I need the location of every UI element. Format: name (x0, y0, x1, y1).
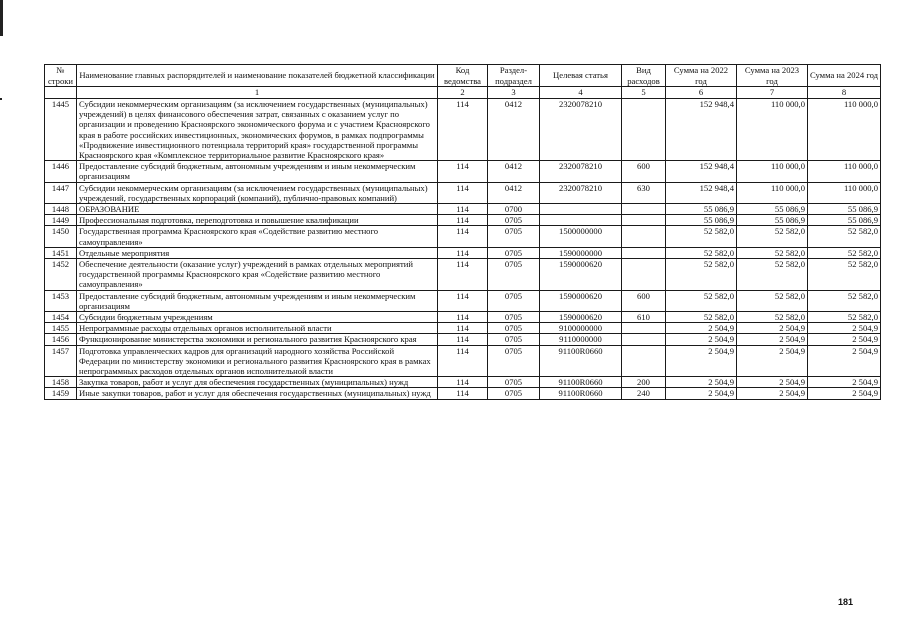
table-cell (622, 204, 666, 215)
table-cell: 2320078210 (540, 182, 622, 203)
table-cell: 1457 (45, 345, 77, 377)
table-cell: 55 086,9 (737, 204, 808, 215)
table-cell: 2 504,9 (808, 334, 881, 345)
table-cell: 0705 (488, 334, 540, 345)
table-cell: 52 582,0 (666, 259, 737, 291)
table-cell: 52 582,0 (666, 290, 737, 311)
table-cell: 114 (438, 323, 488, 334)
table-cell: Субсидии некоммерческим организациям (за исключением государственных (муниципальных) учреждений) в целях финансового обеспечения затрат, связанных с оказанием услуг по организации и проведению Красноярского экономического форума и с участием Красноярского края в работе российских инвестиционных, экономических форумов, в рамках подпрограммы «Продвижение инвестиционного потенциала территорий края» государственной программы Красноярского края «Комплексное территориальное развитие Красноярского края» (77, 99, 438, 161)
table-row (45, 377, 881, 388)
table-cell: 2 504,9 (666, 345, 737, 377)
column-header: Наименование главных распорядителей и наименование показателей бюджетной классификации (77, 65, 438, 87)
column-header: Раздел-подраздел (488, 65, 540, 87)
table-cell: 152 948,4 (666, 99, 737, 161)
table-cell: 240 (622, 388, 666, 399)
table-cell: Отдельные мероприятия (77, 247, 438, 258)
table-cell: 1451 (45, 247, 77, 258)
table-cell: 91100R0660 (540, 345, 622, 377)
table-row (45, 204, 881, 215)
table-cell: 2 504,9 (737, 388, 808, 399)
table-cell: 55 086,9 (666, 204, 737, 215)
table-cell: 1459 (45, 388, 77, 399)
table-cell: 1446 (45, 161, 77, 182)
table-cell: 0705 (488, 345, 540, 377)
table-cell: 1453 (45, 290, 77, 311)
table-cell (540, 215, 622, 226)
table-cell: 0705 (488, 312, 540, 323)
table-cell: 2 504,9 (808, 377, 881, 388)
table-cell: 0705 (488, 323, 540, 334)
table-cell: 52 582,0 (808, 312, 881, 323)
table-cell: 52 582,0 (666, 247, 737, 258)
table-cell: 52 582,0 (808, 247, 881, 258)
table-cell (622, 247, 666, 258)
table-cell: 52 582,0 (737, 312, 808, 323)
column-number: 4 (540, 87, 622, 99)
table-cell: 114 (438, 204, 488, 215)
table-cell: 114 (438, 290, 488, 311)
column-header: Сумма на 2022 год (666, 65, 737, 87)
table-cell: Предоставление субсидий бюджетным, автономным учреждениям и иным некоммерческим организациям (77, 290, 438, 311)
column-number: 3 (488, 87, 540, 99)
budget-table (44, 64, 881, 400)
column-header: Сумма на 2023 год (737, 65, 808, 87)
table-cell: 200 (622, 377, 666, 388)
table-cell: 2 504,9 (666, 377, 737, 388)
column-number: 8 (808, 87, 881, 99)
table-cell (622, 215, 666, 226)
table-cell: 110 000,0 (808, 161, 881, 182)
column-header: Целевая статья (540, 65, 622, 87)
column-numbers-row (45, 87, 881, 99)
table-cell: 52 582,0 (737, 259, 808, 291)
table-row (45, 215, 881, 226)
table-cell: 630 (622, 182, 666, 203)
table-cell (622, 99, 666, 161)
table-cell: 52 582,0 (737, 290, 808, 311)
table-row (45, 99, 881, 161)
table-cell: 1590000620 (540, 259, 622, 291)
table-cell: 91100R0660 (540, 388, 622, 399)
table-cell: 1447 (45, 182, 77, 203)
table-cell: Предоставление субсидий бюджетным, автономным учреждениям и иным некоммерческим организациям (77, 161, 438, 182)
header-row (45, 65, 881, 87)
table-cell: 114 (438, 215, 488, 226)
table-cell: Подготовка управленческих кадров для организаций народного хозяйства Российской Федерации по министерству экономики и регионального развития Красноярского края в рамках непрограммных расходов отдельных органов исполнительной власти (77, 345, 438, 377)
table-cell: 2 504,9 (737, 323, 808, 334)
table-cell (622, 334, 666, 345)
table-cell: 1445 (45, 99, 77, 161)
table-cell: 2 504,9 (737, 345, 808, 377)
table-cell: 114 (438, 226, 488, 247)
table-cell: 0700 (488, 204, 540, 215)
table-cell: 114 (438, 247, 488, 258)
table-cell: 55 086,9 (737, 215, 808, 226)
table-cell: Профессиональная подготовка, переподготовка и повышение квалификации (77, 215, 438, 226)
table-cell: 114 (438, 161, 488, 182)
table-cell: 152 948,4 (666, 182, 737, 203)
table-cell: 110 000,0 (808, 99, 881, 161)
table-row (45, 345, 881, 377)
table-cell: 9110000000 (540, 334, 622, 345)
column-header: № строки (45, 65, 77, 87)
table-cell: 114 (438, 334, 488, 345)
table-cell: 2 504,9 (808, 323, 881, 334)
table-cell: 55 086,9 (666, 215, 737, 226)
scan-edge-mark (0, 0, 3, 36)
table-cell: Субсидии бюджетным учреждениям (77, 312, 438, 323)
column-number: 5 (622, 87, 666, 99)
table-row (45, 259, 881, 291)
table-body (45, 99, 881, 400)
table-cell: 0705 (488, 247, 540, 258)
table-cell: Непрограммные расходы отдельных органов исполнительной власти (77, 323, 438, 334)
table-cell: 1500000000 (540, 226, 622, 247)
table-row (45, 323, 881, 334)
table-cell: 52 582,0 (808, 290, 881, 311)
table-cell: 0705 (488, 388, 540, 399)
table-cell: Государственная программа Красноярского края «Содействие развитию местного самоуправления» (77, 226, 438, 247)
column-number: 2 (438, 87, 488, 99)
scan-edge-dot (0, 98, 2, 100)
table-row (45, 388, 881, 399)
table-cell: Субсидии некоммерческим организациям (за исключением государственных (муниципальных) учреждений, государственных корпораций (компаний), публично-правовых компаний) (77, 182, 438, 203)
column-number (45, 87, 77, 99)
table-cell: 52 582,0 (666, 312, 737, 323)
table-cell: 152 948,4 (666, 161, 737, 182)
table-cell: 114 (438, 377, 488, 388)
table-cell: 2 504,9 (808, 388, 881, 399)
column-header: Код ведомства (438, 65, 488, 87)
table-cell: 114 (438, 345, 488, 377)
table-cell: 1454 (45, 312, 77, 323)
table-cell: 2320078210 (540, 161, 622, 182)
table-cell: 110 000,0 (737, 182, 808, 203)
table-cell: 2 504,9 (737, 334, 808, 345)
table-cell: 52 582,0 (737, 247, 808, 258)
table-cell: 1590000620 (540, 290, 622, 311)
table-row (45, 226, 881, 247)
table-cell (540, 204, 622, 215)
column-header: Сумма на 2024 год (808, 65, 881, 87)
table-cell: 1448 (45, 204, 77, 215)
table-cell: Функционирование министерства экономики и регионального развития Красноярского края (77, 334, 438, 345)
column-number: 1 (77, 87, 438, 99)
table-cell: 55 086,9 (808, 204, 881, 215)
table-row (45, 290, 881, 311)
table-cell: 2 504,9 (808, 345, 881, 377)
page-number: 181 (838, 597, 854, 607)
table-cell (622, 323, 666, 334)
table-cell: 600 (622, 290, 666, 311)
table-row (45, 312, 881, 323)
table-cell: 114 (438, 259, 488, 291)
table-cell: 52 582,0 (737, 226, 808, 247)
table-cell: 52 582,0 (808, 259, 881, 291)
table-row (45, 161, 881, 182)
table-header (45, 65, 881, 99)
table-cell: 0705 (488, 215, 540, 226)
table-cell: 2 504,9 (737, 377, 808, 388)
table-cell: 9100000000 (540, 323, 622, 334)
table-cell: 114 (438, 312, 488, 323)
table-cell: Иные закупки товаров, работ и услуг для обеспечения государственных (муниципальных) нужд (77, 388, 438, 399)
column-header: Вид расходов (622, 65, 666, 87)
table-cell: 114 (438, 99, 488, 161)
table-row (45, 182, 881, 203)
column-number: 6 (666, 87, 737, 99)
table-cell: 110 000,0 (808, 182, 881, 203)
table-cell: ОБРАЗОВАНИЕ (77, 204, 438, 215)
table-cell: 55 086,9 (808, 215, 881, 226)
table-cell: 0412 (488, 99, 540, 161)
table-cell: 0705 (488, 290, 540, 311)
table-cell: 110 000,0 (737, 99, 808, 161)
table-cell: 610 (622, 312, 666, 323)
table-cell: 2 504,9 (666, 388, 737, 399)
table-cell: 1590000620 (540, 312, 622, 323)
table-cell: 52 582,0 (808, 226, 881, 247)
table-cell: 2 504,9 (666, 323, 737, 334)
table-cell: 2 504,9 (666, 334, 737, 345)
table-cell: 0412 (488, 182, 540, 203)
table-cell: 114 (438, 182, 488, 203)
column-number: 7 (737, 87, 808, 99)
table-cell: 1449 (45, 215, 77, 226)
table-cell: 600 (622, 161, 666, 182)
table-cell: 1455 (45, 323, 77, 334)
table-cell: 2320078210 (540, 99, 622, 161)
table-cell (622, 259, 666, 291)
table-cell: Обеспечение деятельности (оказание услуг) учреждений в рамках отдельных мероприятий государственной программы Красноярского края «Содействие развитию местного самоуправления» (77, 259, 438, 291)
table-cell: 0412 (488, 161, 540, 182)
table-cell (622, 226, 666, 247)
table-row (45, 334, 881, 345)
table-cell: 0705 (488, 226, 540, 247)
table-cell: 1450 (45, 226, 77, 247)
table-row (45, 247, 881, 258)
table-cell: 1456 (45, 334, 77, 345)
table-cell: 1590000000 (540, 247, 622, 258)
table-cell: 91100R0660 (540, 377, 622, 388)
table-cell: 114 (438, 388, 488, 399)
table-cell: 52 582,0 (666, 226, 737, 247)
table-cell: Закупка товаров, работ и услуг для обеспечения государственных (муниципальных) нужд (77, 377, 438, 388)
table-cell (622, 345, 666, 377)
table-cell: 110 000,0 (737, 161, 808, 182)
table-cell: 1458 (45, 377, 77, 388)
table-cell: 0705 (488, 377, 540, 388)
table-cell: 1452 (45, 259, 77, 291)
table-cell: 0705 (488, 259, 540, 291)
